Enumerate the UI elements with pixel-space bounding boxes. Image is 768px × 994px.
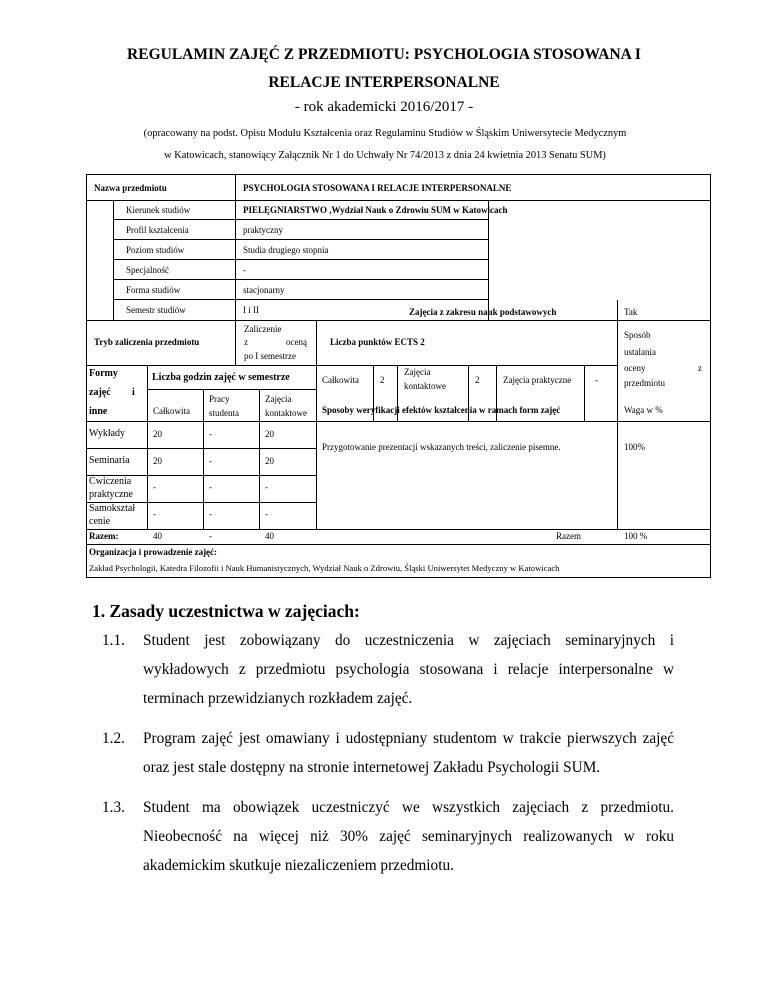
column-divider [488,200,489,320]
course-info-table [86,174,711,578]
row-divider [87,200,710,201]
course-name-label: Nazwa przedmiotu [94,183,167,193]
row-lectures-contact: 20 [265,429,274,439]
column-divider [259,389,260,529]
summary-contact-value: 2 [475,375,480,385]
organization-text: Zakład Psychologii, Katedra Filozofii i Nauk Humanistycznych, Wydział Nauk o Zdrowiu, Śląski Uniwersytet Medyczny w Katowicach [89,563,560,573]
row-practical-total: - [153,482,156,492]
rule-line: Program zajęć jest omawiany i udostępniany studentom w trakcie pierwszych zajęć [143,730,674,747]
column-divider [617,300,618,529]
rule-number: 1.2. [102,730,125,747]
row-practical-work: - [209,482,212,492]
sum-work: - [209,531,212,541]
document-basis-line-2: w Katowicach, stanowiący Załącznik Nr 1 do Uchwały Nr 74/2013 z dnia 24 kwietnia 2013 Senatu SUM) [164,150,606,161]
document-basis-line-1: (opracowany na podst. Opisu Modułu Kształcenia oraz Regulaminu Studiów w Śląskim Uniwersytecie Medycznym [143,128,627,139]
column-divider [235,175,236,365]
row-seminars-total: 20 [153,456,162,466]
completion-mode-value-2a: z [244,337,248,347]
column-divider [113,200,114,320]
column-divider [584,365,585,421]
ects-label: Liczba punktów ECTS 2 [330,337,425,347]
rule-1-2 [102,724,674,782]
rule-line: Student ma obowiązek uczestniczyć we wszystkich zajęciach z przedmiotu. [143,799,674,816]
grading-method-line-3a: oceny [624,363,646,373]
grading-method-line-4: przedmiotu [624,378,665,388]
completion-mode-value-1: Zaliczenie [244,324,282,334]
grading-method-line-3b: z [698,363,702,373]
semester-label: Semestr studiów [126,305,186,315]
rule-line: akademickim skutkuje niezaliczeniem przedmiotu. [143,857,454,874]
row-selfstudy-contact: - [265,509,268,519]
col-total-header: Całkowita [153,406,190,416]
row-divider [113,239,488,240]
row-divider [113,299,488,300]
level-value: Studia drugiego stopnia [243,245,329,255]
row-divider [87,529,710,530]
hours-label: Liczba godzin zajęć w semestrze [152,372,290,383]
row-seminars-name: Seminaria [89,455,130,466]
row-divider [113,259,488,260]
sum-label: Razem: [89,531,119,541]
specialty-label: Specjalność [126,265,169,275]
forms-title-line-3: inne [89,406,108,417]
basic-sciences-label: Zajęcia z zakresu nauk podstawowych [409,307,557,317]
profile-value: praktyczny [243,225,283,235]
row-seminars-work: - [209,456,212,466]
col-contact-header-1: Zajęcia [265,394,292,404]
rule-line: wykładowych z przedmiotu psychologia stosowana i relacje interpersonalne w [143,661,674,678]
summary-total-label: Całkowita [322,375,359,385]
row-practical-name-2: praktyczne [89,489,133,500]
semester-value: I i II [243,305,259,315]
row-divider [87,448,316,449]
section-heading: 1. Zasady uczestnictwa w zajęciach: [92,601,360,621]
row-seminars-contact: 20 [265,456,274,466]
course-name-value: PSYCHOLOGIA STOSOWANA I RELACJE INTERPERSONALNE [243,183,512,193]
row-divider [147,389,316,390]
rule-1-3 [102,793,674,880]
study-form-value: stacjonarny [243,285,285,295]
forms-title-line-1: Formy [89,368,118,379]
profile-label: Profil kształcenia [126,225,189,235]
completion-mode-value-3: po I semestrze [244,351,296,361]
sum-total: 40 [153,531,162,541]
study-form-label: Forma studiów [126,285,181,295]
grading-method-line-2: ustalania [624,347,656,357]
basic-sciences-value: Tak [624,307,638,317]
rule-line: Student jest zobowiązany do uczestniczenia w zajęciach seminaryjnych i [143,632,674,649]
weight-label: Waga w % [624,405,663,415]
row-lectures-work: - [209,429,212,439]
organization-label: Organizacja i prowadzenie zajęć: [89,547,218,557]
weight-value: 100% [624,442,645,452]
document-title-line-1: REGULAMIN ZAJĘĆ Z PRZEDMIOTU: PSYCHOLOGIA STOSOWANA I [127,46,641,63]
row-practical-name-1: Ćwiczenia [89,476,132,487]
field-of-study-label: Kierunek studiów [126,205,191,215]
rule-line: Nieobecność na więcej niż 30% zajęć seminaryjnych realizowanych w roku [143,828,674,845]
grading-method-line-1: Sposób [624,330,651,340]
rule-line: terminach przewidzianych rozkładem zajęć. [143,690,413,707]
rule-number: 1.1. [102,632,125,649]
col-work-header-2: studenta [209,408,239,418]
document-title-line-2: RELACJE INTERPERSONALNE [268,74,500,91]
column-divider [147,365,148,529]
row-lectures-total: 20 [153,429,162,439]
level-label: Poziom studiów [126,245,185,255]
forms-title-line-2b: i [132,387,135,398]
forms-title-line-2a: zajęć [89,387,111,398]
field-of-study-value: PIELĘGNIARSTWO ,Wydział Nauk o Zdrowiu SUM w Katowicach [243,205,508,215]
row-selfstudy-work: - [209,509,212,519]
rule-line: oraz jest stale dostępny na stronie internetowej Zakładu Psychologii SUM. [143,759,601,776]
column-divider [203,389,204,529]
summary-contact-label-1: Zajęcia [404,367,431,377]
summary-contact-label-2: kontaktowe [404,381,446,391]
rule-number: 1.3. [102,799,125,816]
completion-mode-label: Tryb zaliczenia przedmiotu [94,337,200,347]
row-divider [113,219,488,220]
completion-mode-value-2b: oceną [286,337,307,347]
summary-practical-value: - [595,375,598,385]
summary-practical-label: Zajęcia praktyczne [503,375,572,385]
rule-1-1 [102,626,674,713]
col-work-header-1: Pracy [209,394,230,404]
row-selfstudy-name-2: cenie [89,516,111,527]
col-contact-header-2: kontaktowe [265,408,307,418]
row-selfstudy-total: - [153,509,156,519]
document-basis [90,123,680,167]
summary-total-value: 2 [380,375,385,385]
row-selfstudy-name-1: Samokształ [89,503,136,514]
row-divider [87,544,710,545]
academic-year: - rok akademicki 2016/2017 - [294,99,474,115]
verification-label: Sposoby weryfikacji efektów kształcenia w ramach form zajęć [322,405,561,415]
column-divider [316,321,317,529]
row-lectures-name: Wykłady [89,428,126,439]
row-practical-contact: - [265,482,268,492]
sum-razem-label: Razem [556,531,581,541]
row-divider [113,279,488,280]
row-divider [87,365,617,366]
sum-weight: 100 % [624,531,648,541]
specialty-value: - [243,265,246,275]
verification-text: Przygotowanie prezentacji wskazanych treści, zaliczenie pisemne. [322,442,561,452]
sum-contact: 40 [265,531,274,541]
